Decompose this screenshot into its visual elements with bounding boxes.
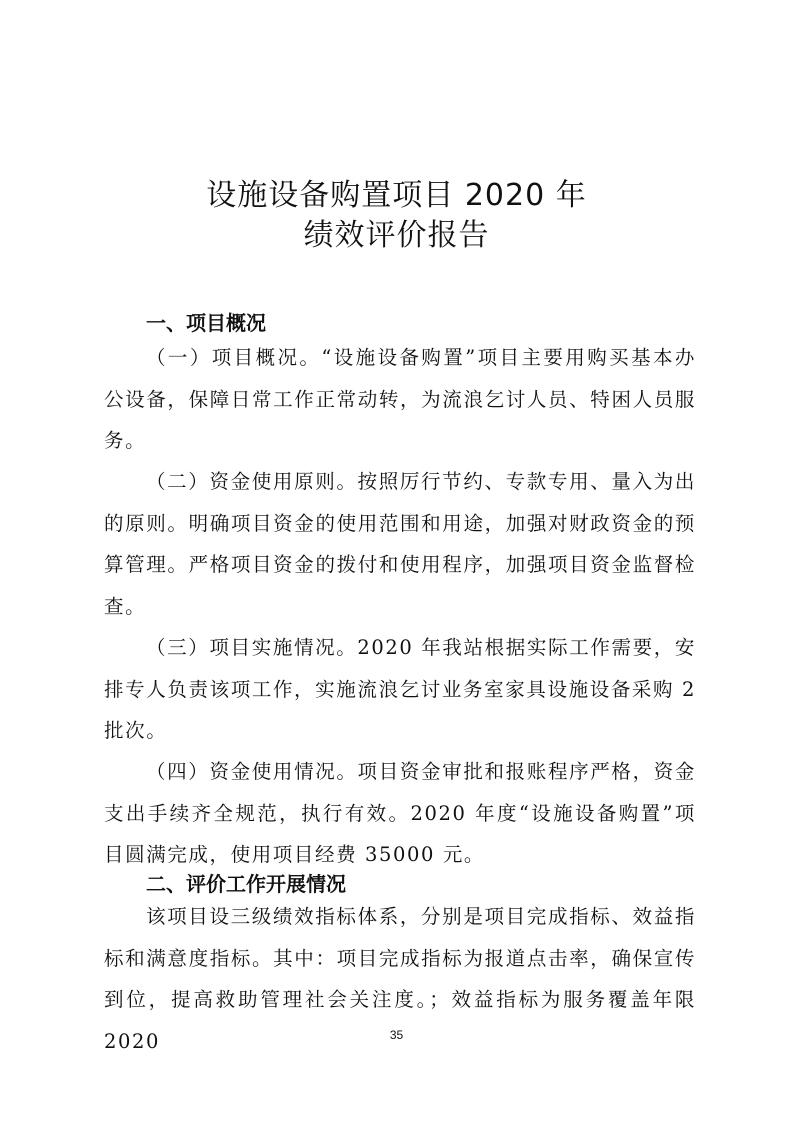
paragraph-indicator-system: 该项目设三级绩效指标体系，分别是项目完成指标、效益指标和满意度指标。其中：项目完成指标为报道点击率，确保宣传到位，提高救助管理社会关注度。；效益指标为服务覆盖年限 2020 <box>104 905 696 1053</box>
paragraph-project-overview: （一）项目概况。“设施设备购置”项目主要用购买基本办公设备，保障日常工作正常动转，为流浪乞讨人员、特困人员服务。 <box>104 346 696 452</box>
page-number: 35 <box>389 1028 404 1042</box>
document-title-line2: 绩效评价报告 <box>303 218 490 253</box>
paragraph-fund-principles: （二）资金使用原则。按照厉行节约、专款专用、量入为出的原则。明确项目资金的使用范围和用途，加强对财政资金的预算管理。严格项目资金的拨付和使用程序，加强项目资金监督检查。 <box>104 470 696 618</box>
paragraph-implementation: （三）项目实施情况。2020 年我站根据实际工作需要，安排专人负责该项工作，实施流浪乞讨业务室家具设施设备采购 2 批次。 <box>104 636 696 742</box>
paragraph-fund-usage: （四）资金使用情况。项目资金审批和报账程序严格，资金支出手续齐全规范，执行有效。2020 年度“设施设备购置”项目圆满完成，使用项目经费 35000 元。 <box>104 760 696 866</box>
section-heading-evaluation: 二、评价工作开展情况 <box>146 872 346 896</box>
section-heading-overview: 一、项目概况 <box>146 311 266 335</box>
document-title-line1: 设施设备购置项目 2020 年 <box>206 178 587 213</box>
